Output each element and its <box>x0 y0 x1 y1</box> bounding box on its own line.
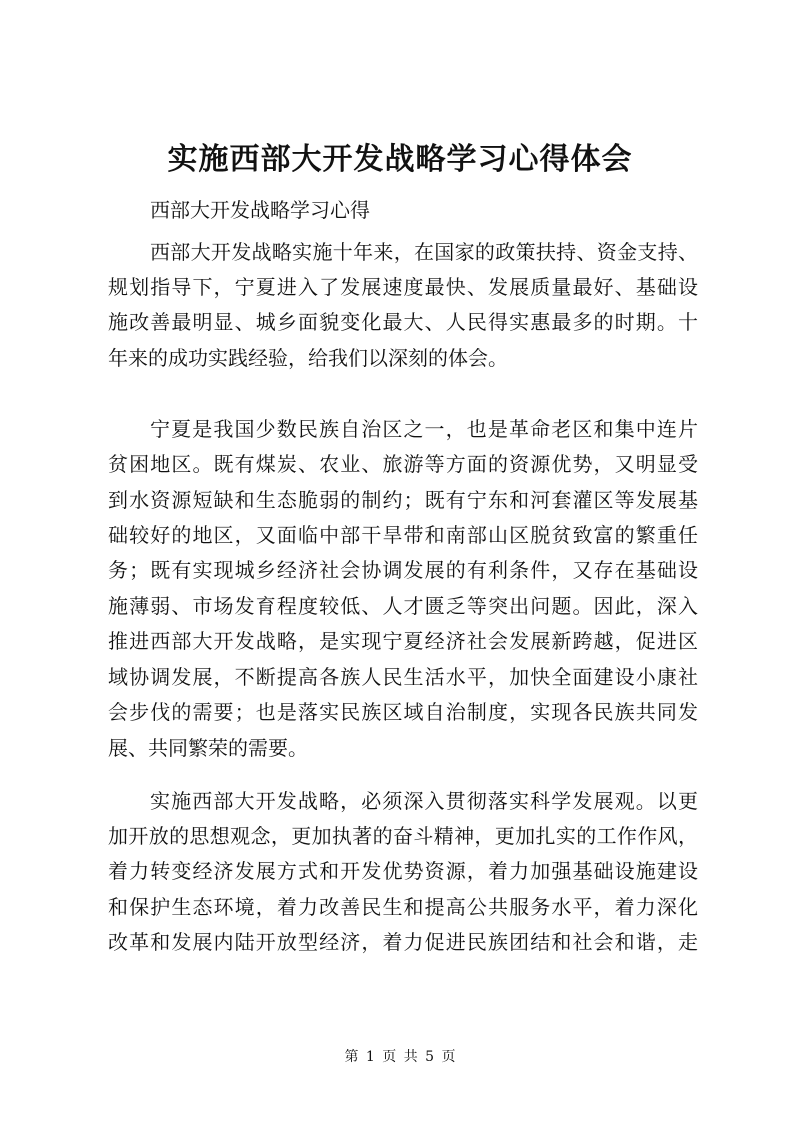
body-line: 贫困地区。既有煤炭、农业、旅游等方面的资源优势，又明显受 <box>108 452 698 476</box>
body-line: 改革和发展内陆开放型经济，着力促进民族团结和社会和谐，走 <box>108 930 698 954</box>
body-line: 实施西部大开发战略，必须深入贯彻落实科学发展观。以更 <box>150 789 698 813</box>
body-line: 到水资源短缺和生态脆弱的制约；既有宁东和河套灌区等发展基 <box>108 488 698 512</box>
body-line: 域协调发展，不断提高各族人民生活水平，加快全面建设小康社 <box>108 665 698 689</box>
page-footer: 第 1 页 共 5 页 <box>344 1049 456 1065</box>
body-line: 施改善最明显、城乡面貌变化最大、人民得实惠最多的时期。十 <box>108 310 698 334</box>
document-title: 实施西部大开发战略学习心得体会 <box>167 142 633 177</box>
body-line: 年来的成功实践经验，给我们以深刻的体会。 <box>108 346 508 370</box>
body-line: 加开放的思想观念，更加执著的奋斗精神，更加扎实的工作作风， <box>108 824 698 848</box>
document-subtitle: 西部大开发战略学习心得 <box>150 198 370 222</box>
body-line: 推进西部大开发战略，是实现宁夏经济社会发展新跨越，促进区 <box>108 629 698 653</box>
body-line: 展、共同繁荣的需要。 <box>108 736 308 760</box>
body-line: 着力转变经济发展方式和开发优势资源，着力加强基础设施建设 <box>108 859 698 883</box>
body-line: 和保护生态环境，着力改善民生和提高公共服务水平，着力深化 <box>108 895 698 919</box>
body-line: 务；既有实现城乡经济社会协调发展的有利条件，又存在基础设 <box>108 558 698 582</box>
body-line: 宁夏是我国少数民族自治区之一，也是革命老区和集中连片 <box>150 417 698 441</box>
body-line: 会步伐的需要；也是落实民族区域自治制度，实现各民族共同发 <box>108 700 698 724</box>
body-line: 西部大开发战略实施十年来，在国家的政策扶持、资金支持、 <box>150 240 698 264</box>
body-line: 础较好的地区，又面临中部干旱带和南部山区脱贫致富的繁重任 <box>108 523 698 547</box>
body-line: 施薄弱、市场发育程度较低、人才匮乏等突出问题。因此，深入 <box>108 594 698 618</box>
body-line: 规划指导下，宁夏进入了发展速度最快、发展质量最好、基础设 <box>108 275 698 299</box>
